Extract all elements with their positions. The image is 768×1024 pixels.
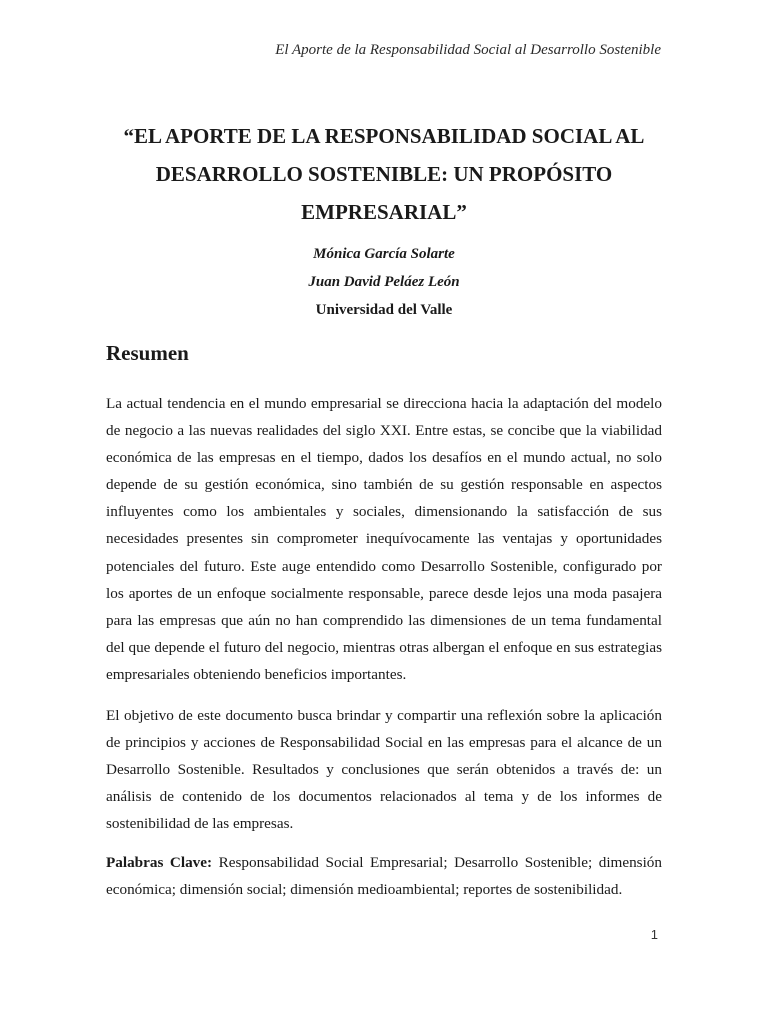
title-line-2: DESARROLLO SOSTENIBLE: UN PROPÓSITO — [155, 162, 613, 186]
page-number: 1 — [650, 927, 658, 942]
abstract-paragraph-2: El objetivo de este documento busca brindar y compartir una reflexión sobre la aplicación de principios y acciones de Responsabilidad Social en las empresas para el alcance de un Desarrollo Sostenible. Resultados y conclusiones que serán obtenidos a través de: un análisis de contenido de los documentos relacionados al tema y de los informes de sostenibilidad de las empresas. — [106, 707, 662, 833]
author-name-2: Juan David Peláez León — [308, 274, 460, 290]
author-name-1: Mónica García Solarte — [313, 246, 455, 262]
author-affiliation: Universidad del Valle — [315, 302, 453, 318]
keywords-text: Responsabilidad Social Empresarial; Desarrollo Sostenible; dimensión económica; dimensión social; dimensión medioambiental; reportes de sostenibilidad. — [106, 854, 662, 899]
abstract-paragraph-1: La actual tendencia en el mundo empresarial se direcciona hacia la adaptación del modelo de negocio a las nuevas realidades del siglo XXI. Entre estas, se concibe que la viabilidad económica de las empresas en el tiempo, dados los desafíos en el mundo actual, no solo depende de su gestión económica, sino también de su gestión responsable en aspectos influyentes como los ambientales y sociales, dimensionando la satisfacción de sus necesidades presentes sin comprometer inequívocamente las ventajas y oportunidades potenciales del futuro. Este auge entendido como Desarrollo Sostenible, configurado por los aportes de un enfoque socialmente responsable, parece desde lejos una moda pasajera para las empresas que aún no han comprendido las dimensiones de un tema fundamental del que depende el futuro del negocio, mientras otras albergan el enfoque en sus estrategias empresariales obteniendo beneficios importantes. — [106, 395, 662, 683]
running-header: El Aporte de la Responsabilidad Social al Desarrollo Sostenible — [275, 42, 661, 58]
title-line-1: “EL APORTE DE LA RESPONSABILIDAD SOCIAL AL — [123, 124, 645, 148]
keywords-label: Palabras Clave: — [106, 854, 213, 871]
section-heading-resumen: Resumen — [106, 341, 189, 365]
document-title — [100, 117, 668, 231]
title-line-3: EMPRESARIAL” — [301, 200, 467, 224]
keywords-paragraph — [106, 849, 662, 903]
